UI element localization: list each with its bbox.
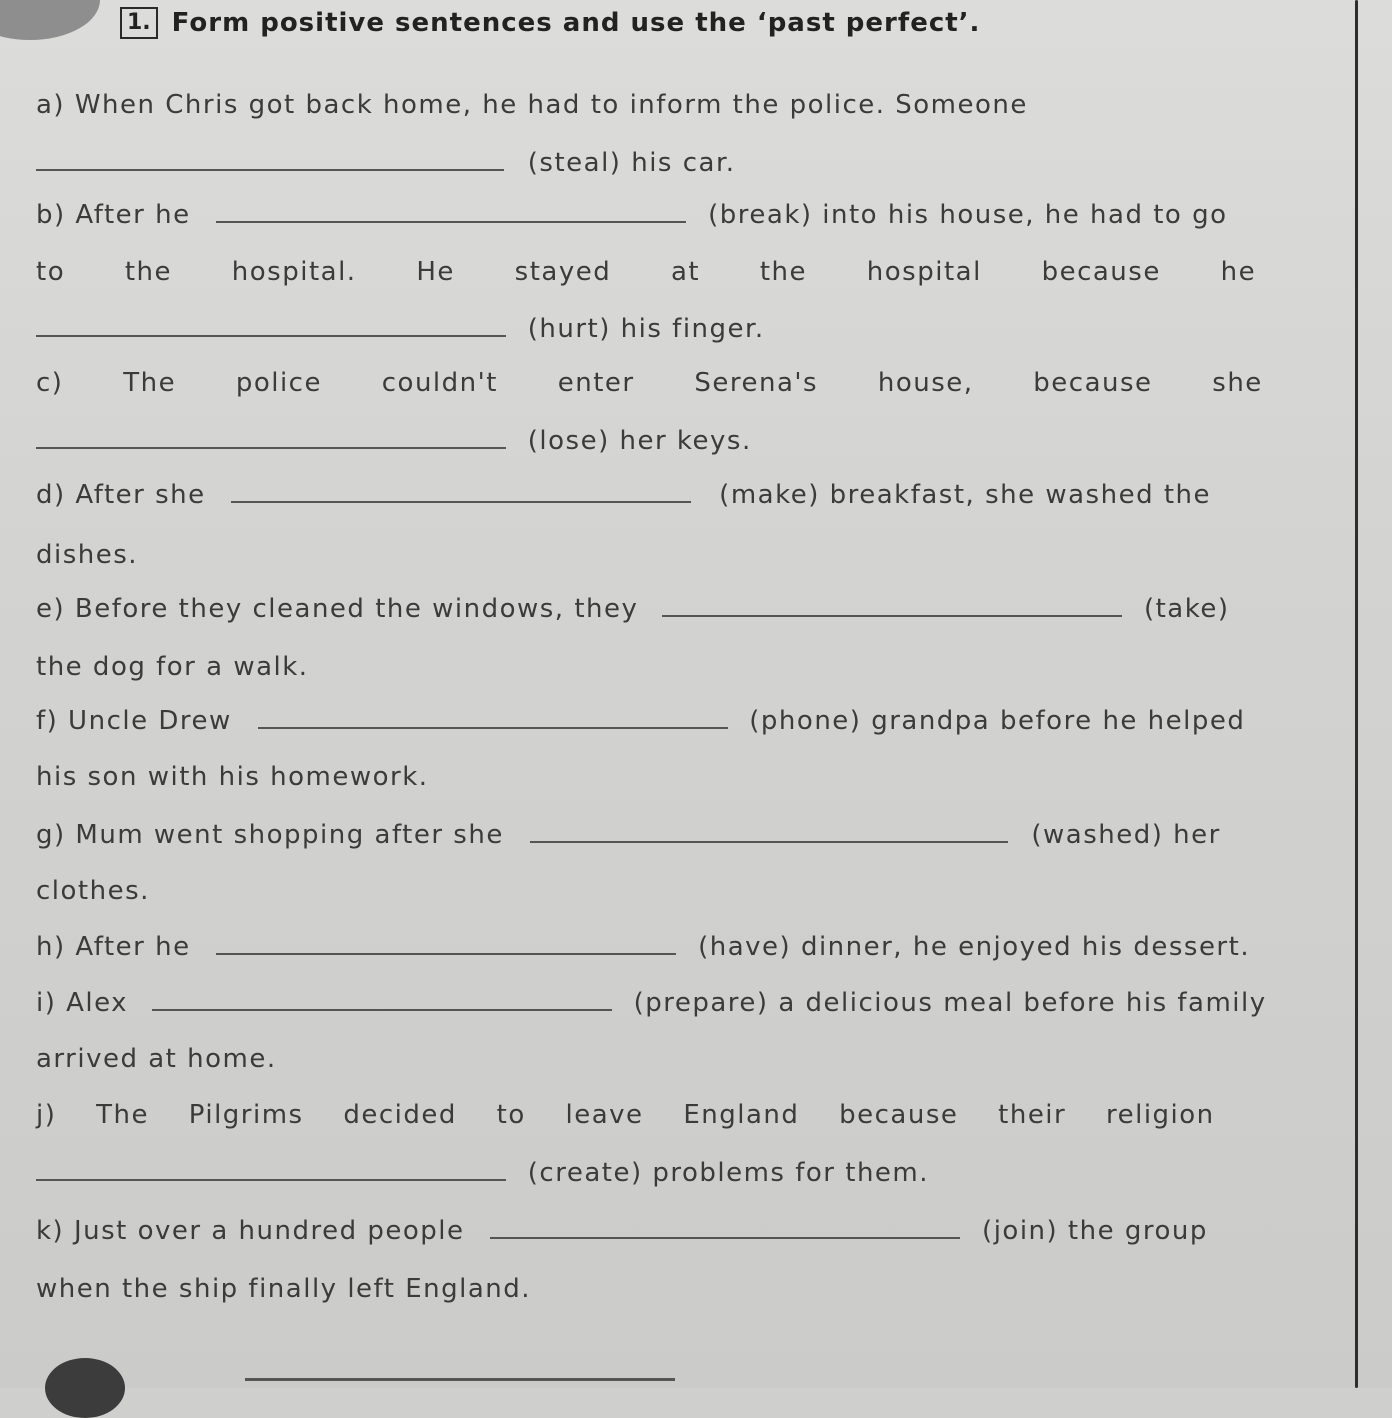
sentence-a-line-1	[36, 88, 1308, 122]
sentence-b-line-1	[36, 198, 1308, 232]
sentence-f-line-1	[36, 704, 1308, 738]
sentence-i-start: i) Alex	[36, 988, 129, 1018]
exercise-instruction: Form positive sentences and use the ‘past perfect’.	[171, 8, 981, 38]
bottom-divider	[245, 1378, 675, 1381]
sentence-e-start: e) Before they cleaned the windows, they	[36, 594, 639, 624]
sentence-e-line-2	[36, 650, 1308, 684]
sentence-c-line-1	[36, 366, 1308, 400]
answer-blank-e[interactable]	[662, 593, 1122, 617]
answer-blank-i[interactable]	[152, 987, 612, 1011]
sentence-j-line-1	[36, 1098, 1308, 1132]
answer-blank-d[interactable]	[231, 479, 691, 503]
sentence-d-line-1	[36, 478, 1308, 512]
sentence-b-verb: (break) into his house, he had to go	[708, 200, 1228, 230]
sentence-g-line-2	[36, 874, 1308, 908]
sentence-b-verb-2: (hurt) his finger.	[527, 314, 765, 344]
sentence-g-start: g) Mum went shopping after she	[36, 820, 504, 850]
sentence-b-line-2	[36, 255, 1308, 289]
sentence-f-verb: (phone) grandpa before he helped	[749, 706, 1246, 736]
sentence-b-line-3	[36, 312, 1308, 346]
sentence-a-line-2	[36, 146, 1308, 180]
sentence-d-verb: (make) breakfast, she washed the	[719, 480, 1212, 510]
ink-spot	[45, 1358, 125, 1418]
answer-blank-k[interactable]	[490, 1215, 960, 1239]
answer-blank-b2[interactable]	[36, 313, 506, 337]
sentence-e-text: the dog for a walk.	[36, 652, 309, 682]
sentence-e-line-1	[36, 592, 1308, 626]
sentence-j-line-2	[36, 1156, 1308, 1190]
sentence-k-text: when the ship finally left England.	[36, 1274, 532, 1304]
answer-blank-g[interactable]	[530, 819, 1008, 843]
exercise-header	[120, 4, 980, 42]
sentence-j-verb: (create) problems for them.	[527, 1158, 930, 1188]
sentence-e-verb: (take)	[1143, 594, 1230, 624]
sentence-i-line-2	[36, 1042, 1308, 1076]
sentence-f-start: f) Uncle Drew	[36, 706, 232, 736]
answer-blank-h[interactable]	[216, 931, 676, 955]
sentence-h-verb: (have) dinner, he enjoyed his dessert.	[698, 932, 1251, 962]
answer-blank-c[interactable]	[36, 425, 506, 449]
sentence-g-text: clothes.	[36, 876, 150, 906]
exercise-number: 1.	[120, 7, 158, 39]
sentence-k-verb: (join) the group	[982, 1216, 1208, 1246]
answer-blank-b[interactable]	[216, 199, 686, 223]
sentence-a-text: a) When Chris got back home, he had to inform the police. Someone	[36, 90, 1028, 120]
sentence-h-line-1	[36, 930, 1308, 964]
sentence-h-start: h) After he	[36, 932, 191, 962]
sentence-j-text: j) The Pilgrims decided to leave England because their religion	[36, 1100, 1215, 1130]
answer-blank-a[interactable]	[36, 147, 504, 171]
sentence-k-line-2	[36, 1272, 1308, 1306]
sentence-g-verb: (washed) her	[1031, 820, 1221, 850]
sentence-c-text: c) The police couldn't enter Serena's house, because she	[36, 368, 1263, 398]
sentence-b-text: to the hospital. He stayed at the hospital because he	[36, 257, 1257, 287]
answer-blank-j[interactable]	[36, 1157, 506, 1181]
page-border-line	[1355, 0, 1358, 1388]
answer-blank-f[interactable]	[258, 705, 728, 729]
sentence-d-text: dishes.	[36, 540, 139, 570]
sentence-f-text: his son with his homework.	[36, 762, 429, 792]
corner-shadow	[0, 0, 100, 40]
sentence-d-start: d) After she	[36, 480, 206, 510]
sentence-d-line-2	[36, 538, 1308, 572]
sentence-c-line-2	[36, 424, 1308, 458]
sentence-i-verb: (prepare) a delicious meal before his family	[633, 988, 1267, 1018]
sentence-f-line-2	[36, 760, 1308, 794]
sentence-k-start: k) Just over a hundred people	[36, 1216, 465, 1246]
sentence-a-verb: (steal) his car.	[527, 148, 736, 178]
sentence-k-line-1	[36, 1214, 1308, 1248]
sentence-g-line-1	[36, 818, 1308, 852]
sentence-i-line-1	[36, 986, 1308, 1020]
sentence-b-start: b) After he	[36, 200, 191, 230]
sentence-i-text: arrived at home.	[36, 1044, 277, 1074]
sentence-c-verb: (lose) her keys.	[527, 426, 752, 456]
